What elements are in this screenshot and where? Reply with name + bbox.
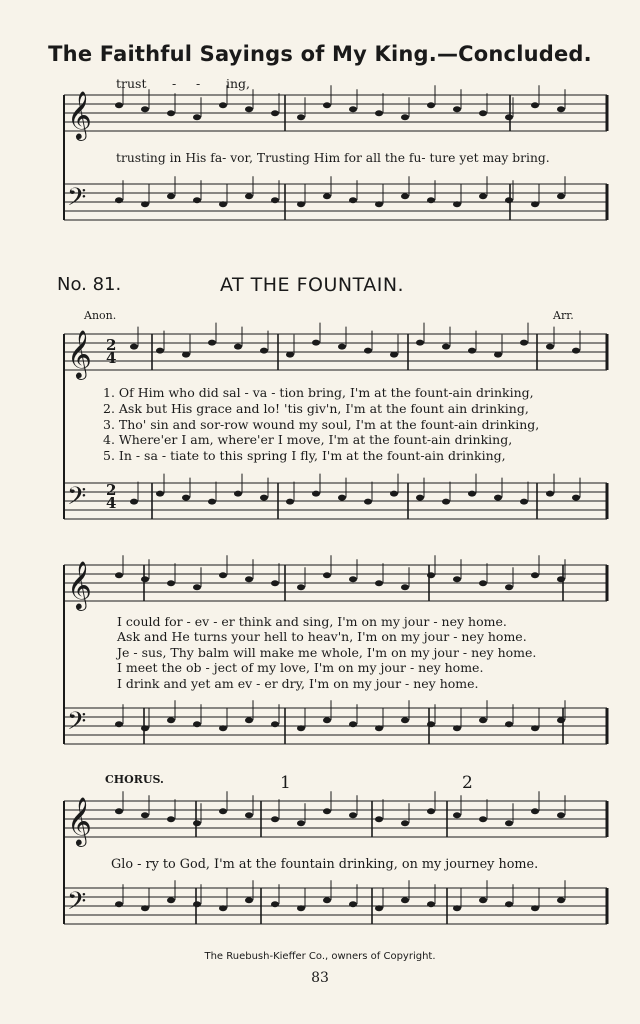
copyright-notice: The Ruebush-Kieffer Co., owners of Copyright. [204,951,436,962]
note-head [130,344,138,350]
note-head [219,572,227,578]
ending-1-label: 1 [280,773,291,793]
note-head [115,572,123,578]
note-head [349,721,357,727]
note-head [297,114,305,120]
note-head [427,102,435,108]
note-head [453,201,461,207]
verse-2-line-1: 2. Ask but His grace and lo! 'tis giv'n, I'm at the fount ain drinking, [103,401,529,416]
note-head [219,102,227,108]
note-head [271,110,279,116]
note-head [245,717,253,723]
note-head [130,499,138,505]
note-head [141,106,149,112]
note-head [453,725,461,731]
time-signature-bass: 2 4 [106,481,117,512]
note-head [427,721,435,727]
note-head [349,576,357,582]
note-head [401,897,409,903]
note-head [193,721,201,727]
page-number: 83 [311,970,329,986]
note-head [479,717,487,723]
note-head [208,499,216,505]
note-head [349,901,357,907]
note-head [349,812,357,818]
note-head [531,905,539,911]
note-head [286,352,294,358]
note-head [271,580,279,586]
note-head [375,816,383,822]
note-head [390,491,398,497]
note-head [505,820,513,826]
note-head [323,717,331,723]
note-head [156,491,164,497]
bass-clef-icon: 𝄢 [67,887,87,922]
note-head [505,114,513,120]
note-head [141,812,149,818]
note-head [349,197,357,203]
note-head [453,106,461,112]
note-head [312,491,320,497]
ending-2-label: 2 [462,773,473,793]
bass-clef-icon: 𝄢 [67,183,87,218]
hymn-title: AT THE FOUNTAIN. [220,274,405,296]
note-head [427,808,435,814]
note-head [531,201,539,207]
bass-clef-icon: 𝄢 [67,707,87,742]
note-head [297,201,305,207]
note-head [572,348,580,354]
note-head [245,812,253,818]
note-head [557,576,565,582]
note-head [156,348,164,354]
note-head [234,344,242,350]
note-head [245,106,253,112]
note-head [219,201,227,207]
note-head [468,491,476,497]
note-head [245,897,253,903]
hymn-number: No. 81. [57,274,122,295]
note-head [531,102,539,108]
note-head [193,584,201,590]
verse-4-line-1: 4. Where'er I am, where'er I move, I'm at the fount-ain drinking, [103,432,513,447]
treble-clef-icon: 𝄞 [67,796,92,845]
note-head [297,905,305,911]
note-head [271,816,279,822]
note-head [208,340,216,346]
note-head [557,897,565,903]
note-head [390,352,398,358]
note-head [401,584,409,590]
note-head [260,495,268,501]
note-head [375,580,383,586]
note-head [167,717,175,723]
note-head [323,808,331,814]
note-head [141,576,149,582]
note-head [219,905,227,911]
note-head [219,808,227,814]
note-head [494,352,502,358]
note-head [115,197,123,203]
note-head [505,584,513,590]
note-head [167,110,175,116]
note-head [297,725,305,731]
note-head [141,905,149,911]
upper-lyric-ing: ing, [226,76,251,91]
note-head [182,495,190,501]
note-head [520,340,528,346]
note-head [297,584,305,590]
note-head [271,721,279,727]
note-head [323,897,331,903]
note-head [193,197,201,203]
note-head [557,193,565,199]
note-head [442,499,450,505]
chorus-lyric: Glo - ry to God, I'm at the fountain drinking, on my journey home. [111,857,539,872]
note-head [219,725,227,731]
note-head [531,808,539,814]
note-head [349,106,357,112]
note-head [323,102,331,108]
note-head [297,820,305,826]
time-signature-treble: 2 4 [106,336,117,367]
note-head [364,499,372,505]
note-head [338,495,346,501]
note-head [193,820,201,826]
note-head [193,901,201,907]
note-head [494,495,502,501]
note-head [375,110,383,116]
note-head [245,193,253,199]
words-credit: Anon. [84,309,117,322]
chorus-label: CHORUS. [105,773,164,786]
note-head [286,499,294,505]
note-head [557,812,565,818]
verse-1-line-2: I could for - ev - er think and sing, I'm on my jour - ney home. [117,614,507,629]
continued-song-title: The Faithful Sayings of My King.—Concluded. [48,42,592,66]
note-head [531,572,539,578]
note-head [182,352,190,358]
note-head [115,721,123,727]
note-head [115,901,123,907]
verse-2-line-2: Ask and He turns your hell to heav'n, I'm on my jour - ney home. [117,629,527,644]
note-head [468,348,476,354]
note-head [375,905,383,911]
verse-4-line-2: I meet the ob - ject of my love, I'm on my jour - ney home. [117,660,484,675]
note-head [505,901,513,907]
note-head [453,812,461,818]
note-head [167,897,175,903]
note-head [141,201,149,207]
note-head [479,193,487,199]
note-head [167,580,175,586]
note-head [479,580,487,586]
note-head [375,201,383,207]
note-head [557,106,565,112]
note-head [234,491,242,497]
note-head [479,897,487,903]
top-song-lyric-line: trusting in His fa- vor, Trusting Him for all the fu- ture yet may bring. [116,151,550,165]
note-head [364,348,372,354]
note-head [531,725,539,731]
note-head [401,717,409,723]
note-head [427,197,435,203]
note-head [520,499,528,505]
note-head [427,572,435,578]
bass-clef-icon: 𝄢 [67,482,87,517]
upper-lyric-trust: trust [116,76,147,91]
note-head [323,193,331,199]
note-head [271,197,279,203]
note-head [401,114,409,120]
note-head [453,576,461,582]
treble-clef-icon: 𝄞 [67,560,92,609]
note-head [416,340,424,346]
note-head [442,344,450,350]
note-head [546,344,554,350]
note-head [338,344,346,350]
note-head [479,110,487,116]
note-head [271,901,279,907]
verse-3-line-1: 3. Tho' sin and sor-row wound my soul, I'm at the fount-ain drinking, [103,417,540,432]
note-head [260,348,268,354]
note-head [546,491,554,497]
verse-5-line-2: I drink and yet am ev - er dry, I'm on my jour - ney home. [117,676,479,691]
note-head [453,905,461,911]
note-head [167,816,175,822]
note-head [401,193,409,199]
note-head [167,193,175,199]
note-head [505,197,513,203]
note-head [505,721,513,727]
verse-1-line-1: 1. Of Him who did sal - va - tion bring, I'm at the fount-ain drinking, [103,385,534,400]
note-head [245,576,253,582]
music-credit: Arr. [553,309,574,322]
note-head [193,114,201,120]
note-head [141,725,149,731]
note-head [312,340,320,346]
verse-5-line-1: 5. In - sa - tiate to this spring I fly, I'm at the fount-ain drinking, [103,448,506,463]
note-head [115,808,123,814]
note-head [479,816,487,822]
note-head [427,901,435,907]
note-head [572,495,580,501]
verse-3-line-2: Je - sus, Thy balm will make me whole, I'm on my jour - ney home. [117,645,537,660]
treble-clef-icon: 𝄞 [67,329,92,378]
note-head [323,572,331,578]
note-head [115,102,123,108]
note-head [375,725,383,731]
upper-lyric-hyphen: - [172,76,177,91]
treble-clef-icon: 𝄞 [67,90,92,139]
note-head [401,820,409,826]
upper-lyric-hyphen: - [196,76,201,91]
note-head [416,495,424,501]
note-head [557,717,565,723]
